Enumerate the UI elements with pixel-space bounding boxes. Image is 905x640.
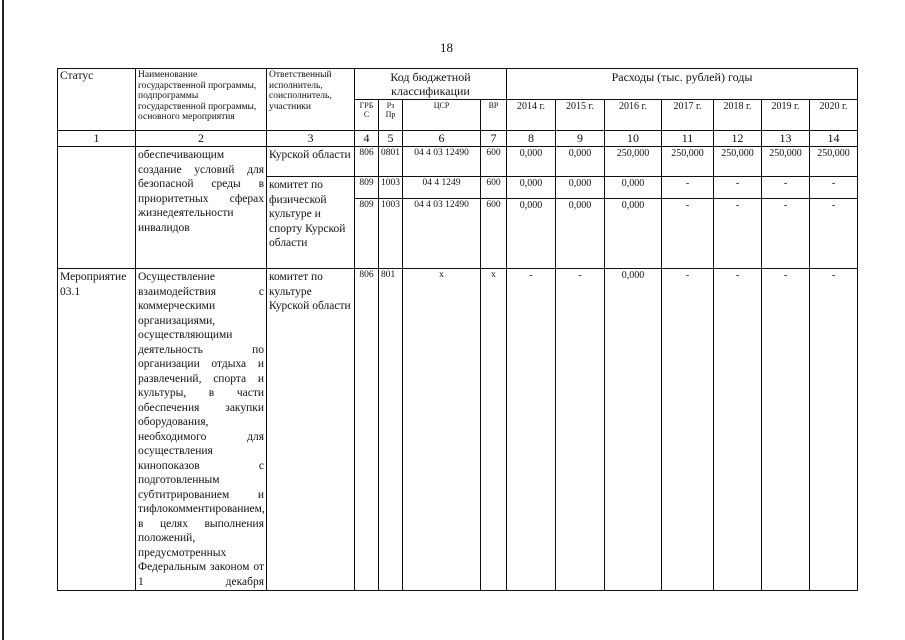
value-cell: 0,000 <box>556 147 605 177</box>
table-row <box>58 147 858 177</box>
column-number: 9 <box>556 131 605 147</box>
header-name: Наименование государственной программы, подпрограммы государственной программы, основного мероприятия <box>136 69 267 131</box>
column-number: 7 <box>481 131 507 147</box>
value-cell: - <box>762 177 810 199</box>
csr-cell: 04 4 03 12490 <box>403 199 481 269</box>
rzpr-cell: 0801 <box>379 147 403 177</box>
header-year-2015: 2015 г. <box>556 100 605 131</box>
header-responsible: Ответственный исполнитель, соисполнитель, участники <box>267 69 355 131</box>
value-cell: - <box>810 199 858 269</box>
header-grbs: ГРБ С <box>355 100 379 131</box>
continued-name-cell: обеспечивающим создание условий для безопасной среды в приоритетных сферах жизнедеятельности инвалидов <box>136 147 267 269</box>
value-cell: 0,000 <box>605 269 662 591</box>
header-year-2014: 2014 г. <box>507 100 556 131</box>
value-cell: 0,000 <box>605 177 662 199</box>
header-expenses: Расходы (тыс. рублей) годы <box>507 69 858 100</box>
header-year-2020: 2020 г. <box>810 100 858 131</box>
rzpr-cell: 801 <box>379 269 403 591</box>
value-cell: 0,000 <box>556 177 605 199</box>
header-vr: ВР <box>481 100 507 131</box>
column-number: 13 <box>762 131 810 147</box>
value-cell: - <box>714 177 762 199</box>
csr-cell: 04 4 1249 <box>403 177 481 199</box>
value-cell: 250,000 <box>605 147 662 177</box>
value-cell: - <box>662 269 714 591</box>
table-row <box>58 269 858 591</box>
value-cell: - <box>810 269 858 591</box>
header-csr: ЦСР <box>403 100 481 131</box>
column-number: 8 <box>507 131 556 147</box>
value-cell: 250,000 <box>714 147 762 177</box>
value-cell: 0,000 <box>605 199 662 269</box>
column-number: 3 <box>267 131 355 147</box>
grbs-cell: 806 <box>355 269 379 591</box>
value-cell: 0,000 <box>507 177 556 199</box>
column-number: 1 <box>58 131 136 147</box>
rzpr-cell: 1003 <box>379 199 403 269</box>
column-number: 5 <box>379 131 403 147</box>
responsible-cell: комитет по культуре Курской области <box>267 269 355 591</box>
value-cell: 250,000 <box>762 147 810 177</box>
value-cell: 0,000 <box>507 147 556 177</box>
value-cell: - <box>662 199 714 269</box>
value-cell: 0,000 <box>556 199 605 269</box>
column-number: 2 <box>136 131 267 147</box>
column-number-row <box>58 131 858 147</box>
value-cell: 0,000 <box>507 199 556 269</box>
grbs-cell: 809 <box>355 177 379 199</box>
csr-cell: 04 4 03 12490 <box>403 147 481 177</box>
page-edge-line <box>2 0 4 640</box>
vr-cell: 600 <box>481 199 507 269</box>
budget-table <box>57 68 858 591</box>
value-cell: - <box>507 269 556 591</box>
value-cell: - <box>762 269 810 591</box>
value-cell: 250,000 <box>662 147 714 177</box>
grbs-cell: 806 <box>355 147 379 177</box>
header-rzpr: Рз Пр <box>379 100 403 131</box>
responsible-cell: Курской области <box>267 147 355 177</box>
header-year-2018: 2018 г. <box>714 100 762 131</box>
name-cell: Осуществление взаимодействия с коммерческими организациями, осуществляющими деятельность по организации отдыха и развлечений, спорта и культуры, в части обеспечения закупки оборудования, необходимого для осуществления кинопоказов с подготовленным субтитрированием и тифлокомментированием, в целях выполнения положений, предусмотренных Федеральным законом от 1 декабря <box>136 269 267 591</box>
page-number: 18 <box>440 40 453 55</box>
vr-cell: 600 <box>481 147 507 177</box>
column-number: 11 <box>662 131 714 147</box>
rzpr-cell: 1003 <box>379 177 403 199</box>
header-year-2016: 2016 г. <box>605 100 662 131</box>
column-number: 10 <box>605 131 662 147</box>
column-number: 4 <box>355 131 379 147</box>
value-cell: - <box>662 177 714 199</box>
vr-cell: x <box>481 269 507 591</box>
column-number: 14 <box>810 131 858 147</box>
value-cell: - <box>810 177 858 199</box>
vr-cell: 600 <box>481 177 507 199</box>
value-cell: - <box>556 269 605 591</box>
header-year-2017: 2017 г. <box>662 100 714 131</box>
header-status: Статус <box>58 69 136 131</box>
value-cell: - <box>762 199 810 269</box>
value-cell: - <box>714 199 762 269</box>
responsible-cell: комитет по физической культуре и спорту Курской области <box>267 177 355 269</box>
csr-cell: x <box>403 269 481 591</box>
header-budget-code: Код бюджетной классификации <box>355 69 507 100</box>
value-cell: 250,000 <box>810 147 858 177</box>
status-cell: Мероприятие 03.1 <box>58 269 136 591</box>
status-cell-empty <box>58 147 136 269</box>
value-cell: - <box>714 269 762 591</box>
column-number: 12 <box>714 131 762 147</box>
header-year-2019: 2019 г. <box>762 100 810 131</box>
grbs-cell: 809 <box>355 199 379 269</box>
column-number: 6 <box>403 131 481 147</box>
